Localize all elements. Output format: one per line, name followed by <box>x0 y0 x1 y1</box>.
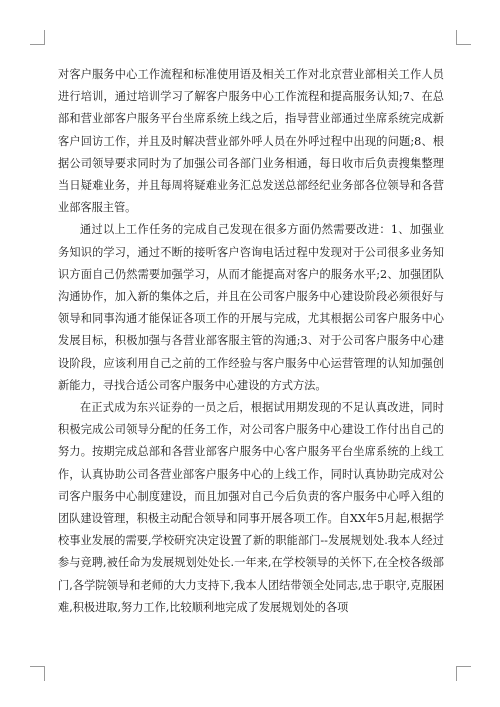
paragraph-3: 在正式成为东兴证券的一员之后，根据试用期发现的不足认真改进，同时积极完成公司领导分配的任务工作，对公司客户服务中心建设工作付出自己的努力。按期完成总部和各营业部客户服务中心客户服务平台坐席系统的上线工作，认真协助公司各营业部客户服务中心的上线工作，同时认真协助完成对公司客户服务中心制度建设，而且加强对自己今后负责的客户服务中心呼入组的团队建设管理，积极主动配合领导和同事开展各项工作。自XX年5月起,根据学校事业发展的需要,学校研究决定设置了新的职能部门--发展规划处.我本人经过参与竞聘,被任命为发展规划处处长.一年来,在学校领导的关怀下,在全校各级部门,各学院领导和老师的大力支持下,我本人团结带领全处同志,忠于职守,克服困难,积极进取,努力工作,比较顺利地完成了发展规划处的各项 <box>58 401 444 614</box>
crop-mark-bottom-right <box>456 666 471 681</box>
paragraph-1: 对客户服务中心工作流程和标准使用语及相关工作对北京营业部相关工作人员进行培训，通过培训学习了解客户服务中心工作流程和提高服务认知;7、在总部和营业部客户服务平台坐席系统上线之后，指导营业部通过坐席系统完成新客户回访工作，并且及时解决营业部外呼人员在外呼过程中出现的问题;8、根据公司领导要求同时为了加强公司各部门业务相通，每日收市后负责搜集整理当日疑难业务，并且每周将疑难业务汇总发送总部经纪业务部各位领导和各营业部客服主管。 <box>58 68 444 215</box>
crop-mark-bottom-left <box>30 666 45 681</box>
crop-mark-top-left <box>30 30 45 45</box>
paragraph-2: 通过以上工作任务的完成自己发现在很多方面仍然需要改进：1、加强业务知识的学习，通过不断的接听客户咨询电话过程中发现对于公司很多业务知识方面自己仍然需要加强学习，从而才能提高对客户的服务水平;2、加强团队沟通协作，加入新的集体之后，并且在公司客户服务中心建设阶段必须很好与领导和同事沟通才能保证各项工作的开展与完成，尤其根据公司客户服务中心发展目标，积极加强与各营业部客服主管的沟通;3、对于公司客户服务中心建设阶段，应该利用自己之前的工作经验与客户服务中心运营管理的认知加强创新能力，寻找合适公司客户服务中心建设的方式方法。 <box>58 223 444 392</box>
document-body <box>58 64 444 619</box>
crop-mark-top-right <box>456 30 471 45</box>
